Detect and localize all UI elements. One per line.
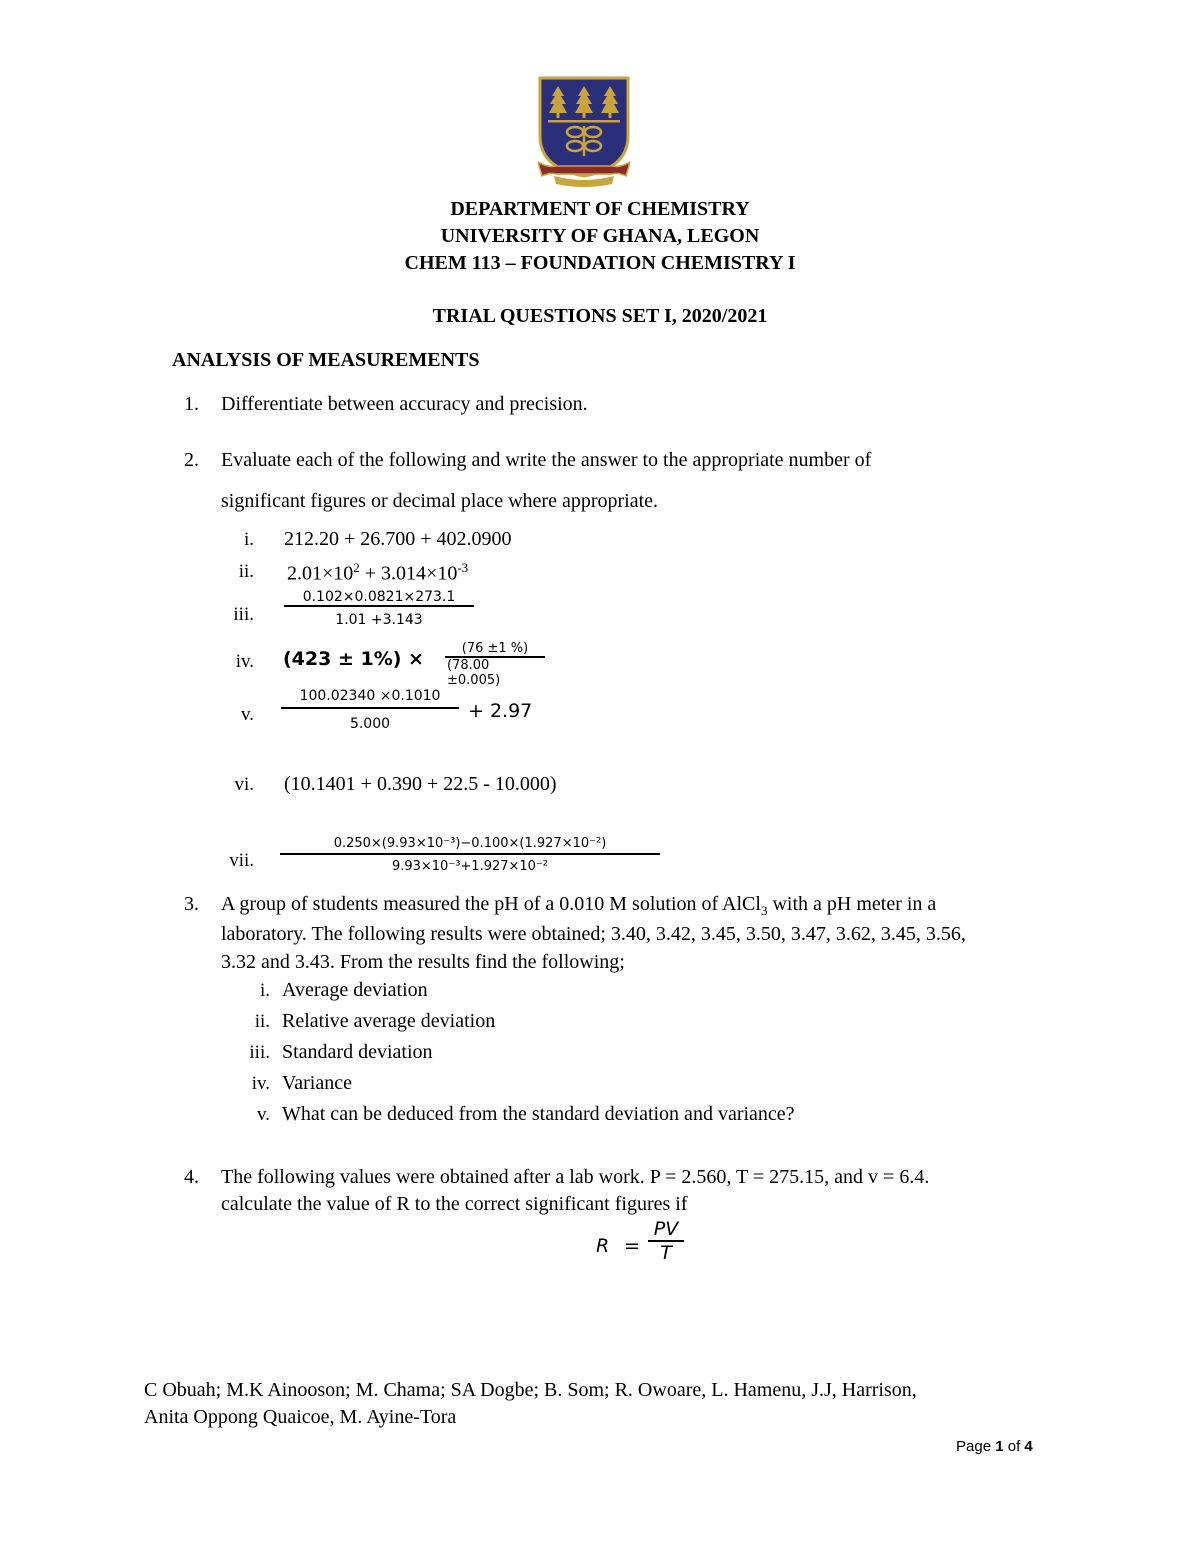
page-of: of <box>1007 1438 1021 1455</box>
q2-item-vi-number: vi. <box>234 774 254 795</box>
question-3-text-line1 <box>221 893 936 919</box>
q4-formula-numerator: PV <box>653 1218 679 1240</box>
university-title: UNIVERSITY OF GHANA, LEGON <box>440 225 760 247</box>
q3-item-iv-number: iv. <box>251 1073 270 1094</box>
q2-item-ii-number: ii. <box>238 561 254 582</box>
q2-ii-exp-b: -3 <box>457 560 469 575</box>
fraction-bar <box>284 605 474 607</box>
fraction-bar <box>281 707 459 709</box>
q2-item-vii-fraction <box>280 836 660 874</box>
question-3-number: 3. <box>184 893 199 915</box>
question-3-text-line3: 3.32 and 3.43. From the results find the following; <box>221 951 625 973</box>
q2-vii-denominator: 9.93×10⁻³+1.927×10⁻² <box>391 858 549 874</box>
q2-item-iv-fraction <box>445 641 545 688</box>
q3-item-v-number: v. <box>256 1104 270 1125</box>
trial-set-title: TRIAL QUESTIONS SET I, 2020/2021 <box>432 305 768 327</box>
question-4-text-line2: calculate the value of R to the correct significant figures if <box>221 1193 688 1215</box>
page-current: 1 <box>995 1438 1004 1455</box>
page-label: Page <box>956 1438 992 1455</box>
q2-iii-denominator: 1.01 +3.143 <box>335 611 423 628</box>
q2-iv-denominator: (78.00 ±0.005) <box>447 657 501 688</box>
q3-item-iv-text: Variance <box>282 1072 352 1094</box>
q2-v-numerator: 100.02340 ×0.1010 <box>299 688 441 704</box>
fraction-bar <box>280 853 660 855</box>
q2-item-v-tail: + 2.97 <box>468 700 533 722</box>
authors-line1: C Obuah; M.K Ainooson; M. Chama; SA Dogbe; B. Som; R. Owoare, L. Hamenu, J.J, Harrison, <box>144 1379 917 1401</box>
question-4-text-line1: The following values were obtained after a lab work. P = 2.560, T = 275.15, and v = 6.4. <box>221 1166 930 1188</box>
q2-iii-numerator: 0.102×0.0821×273.1 <box>302 589 456 605</box>
q2-item-v-fraction <box>281 688 459 732</box>
q2-ii-exp-a: 2 <box>353 560 360 575</box>
q2-v-denominator: 5.000 <box>349 715 391 732</box>
question-1-number: 1. <box>184 393 199 415</box>
university-crest-logo <box>538 72 630 190</box>
q2-ii-term-b: + 3.014×10 <box>359 562 458 585</box>
page-number <box>956 1438 1033 1455</box>
course-title: CHEM 113 – FOUNDATION CHEMISTRY I <box>404 252 796 274</box>
page-total: 4 <box>1024 1438 1033 1455</box>
q3-item-iii-text: Standard deviation <box>282 1041 433 1063</box>
q2-item-iii-number: iii. <box>233 604 254 625</box>
q3-item-i-text: Average deviation <box>282 979 428 1001</box>
q2-item-iii-fraction <box>284 589 474 628</box>
question-4-number: 4. <box>184 1166 199 1188</box>
q3-item-v-text: What can be deduced from the standard deviation and variance? <box>282 1103 795 1125</box>
q2-item-iv-number: iv. <box>235 651 254 672</box>
q2-item-vi-expression: (10.1401 + 0.390 + 22.5 - 10.000) <box>284 773 557 795</box>
department-title: DEPARTMENT OF CHEMISTRY <box>450 198 750 220</box>
q3-item-i-number: i. <box>259 980 270 1001</box>
q4-formula-lhs: R <box>596 1235 610 1257</box>
q4-formula-equals: = <box>624 1235 640 1257</box>
question-2-text-line2: significant figures or decimal place where appropriate. <box>221 490 659 512</box>
q2-item-i-expression: 212.20 + 26.700 + 402.0900 <box>284 528 512 550</box>
authors-line2: Anita Oppong Quaicoe, M. Ayine-Tora <box>144 1406 457 1428</box>
section-title: ANALYSIS OF MEASUREMENTS <box>172 349 480 371</box>
q3-item-iii-number: iii. <box>249 1042 270 1063</box>
q3-item-ii-text: Relative average deviation <box>282 1010 496 1032</box>
q2-item-ii-expression <box>287 560 468 586</box>
q2-item-vii-number: vii. <box>229 850 254 871</box>
q2-item-i-number: i. <box>243 529 254 550</box>
q3-line1-subscript: 3 <box>760 903 768 918</box>
q2-vii-numerator: 0.250×(9.93×10⁻³)−0.100×(1.927×10⁻²) <box>333 836 607 851</box>
question-2-number: 2. <box>184 449 199 471</box>
q4-formula-fraction <box>648 1218 684 1264</box>
q3-line1-end: with a pH meter in a <box>767 893 937 915</box>
q3-item-ii-number: ii. <box>254 1011 270 1032</box>
q2-item-iv-lead: (423 ± 1%) × <box>283 648 424 670</box>
q2-item-v-number: v. <box>240 704 254 725</box>
q4-formula-denominator: T <box>660 1241 672 1264</box>
question-2-text-line1: Evaluate each of the following and write the answer to the appropriate number of <box>221 449 872 471</box>
question-1-text: Differentiate between accuracy and precision. <box>221 393 588 415</box>
q2-ii-term-a: 2.01×10 <box>287 562 354 585</box>
q3-line1-start: A group of students measured the pH of a 0.010 M solution of AlCl <box>221 893 761 915</box>
q2-iv-numerator: (76 ±1 %) <box>461 641 529 656</box>
question-3-text-line2: laboratory. The following results were obtained; 3.40, 3.42, 3.45, 3.50, 3.47, 3.62, 3.45, 3.56, <box>221 923 966 945</box>
